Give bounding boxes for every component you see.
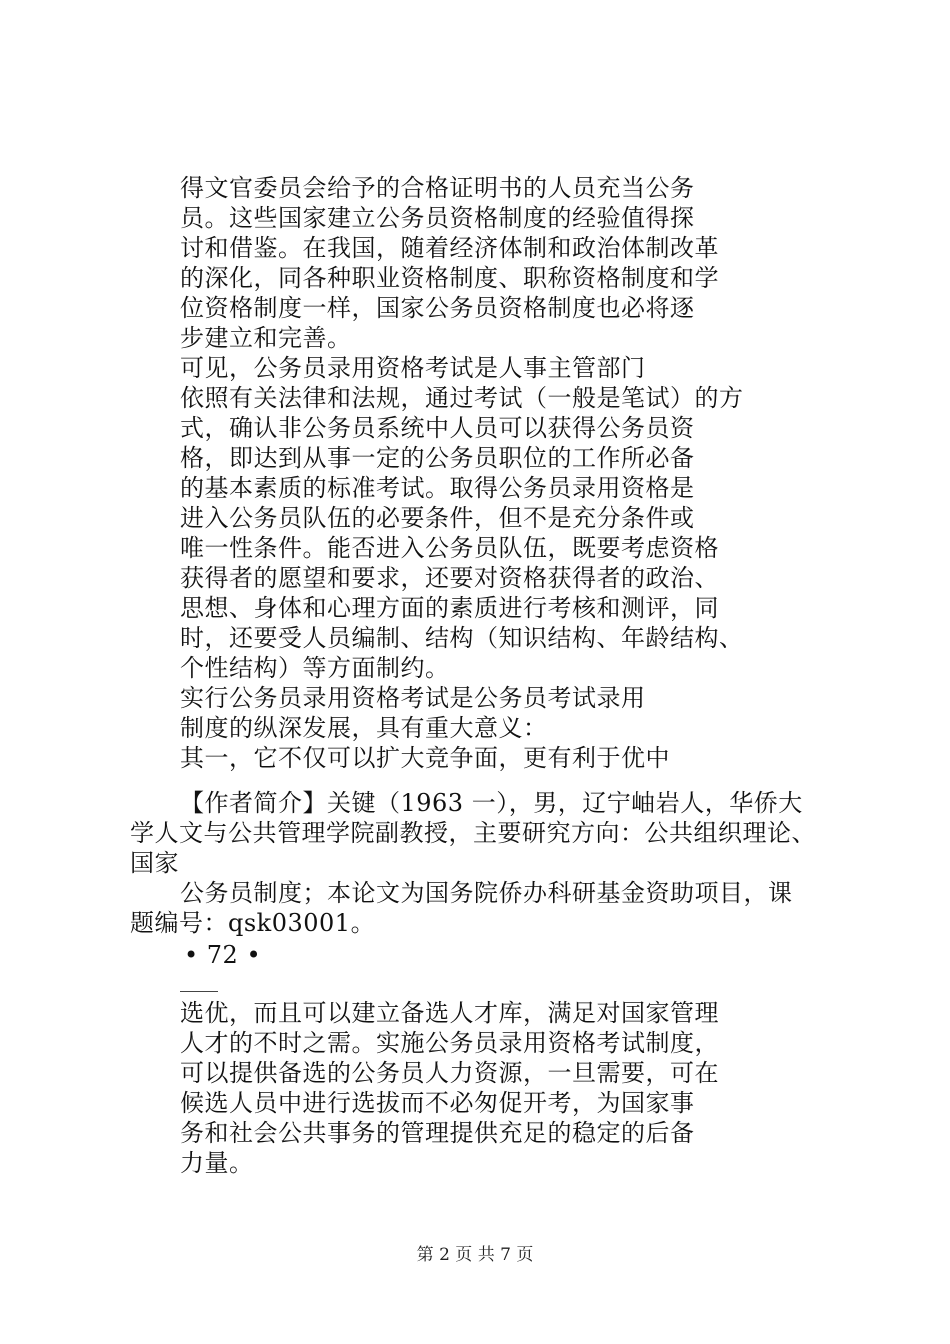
body-line: 格，即达到从事一定的公务员职位的工作所必备 <box>180 444 695 472</box>
body-line: 制度的纵深发展，具有重大意义： <box>180 714 548 742</box>
author-note-line: 学人文与公共管理学院副教授，主要研究方向：公共组织理论、 <box>130 819 816 847</box>
body-line: 位资格制度一样，国家公务员资格制度也必将逐 <box>180 294 695 322</box>
body-line: 步建立和完善。 <box>180 324 352 352</box>
body-line: 获得者的愿望和要求，还要对资格获得者的政治、 <box>180 564 719 592</box>
body-line: 讨和借鉴。在我国，随着经济体制和政治体制改革 <box>180 234 719 262</box>
body-line: 得文官委员会给予的合格证明书的人员充当公务 <box>180 174 695 202</box>
body-line: 的基本素质的标准考试。取得公务员录用资格是 <box>180 474 695 502</box>
body-line: 进入公务员队伍的必要条件，但不是充分条件或 <box>180 504 695 532</box>
body-line: 可以提供备选的公务员人力资源，一旦需要，可在 <box>180 1059 719 1087</box>
body-line: 时，还要受人员编制、结构（知识结构、年龄结构、 <box>180 624 744 652</box>
footnote-rule <box>180 991 218 992</box>
body-line: 员。这些国家建立公务员资格制度的经验值得探 <box>180 204 695 232</box>
journal-page-marker: • 72 • <box>184 941 262 969</box>
author-note-line: 【作者简介】关键（1963 一），男，辽宁岫岩人，华侨大 <box>180 789 803 817</box>
body-line: 候选人员中进行选拔而不必匆促开考，为国家事 <box>180 1089 695 1117</box>
body-line: 务和社会公共事务的管理提供充足的稳定的后备 <box>180 1119 695 1147</box>
body-line: 个性结构）等方面制约。 <box>180 654 450 682</box>
body-line: 式，确认非公务员系统中人员可以获得公务员资 <box>180 414 695 442</box>
body-line: 思想、身体和心理方面的素质进行考核和测评，同 <box>180 594 719 622</box>
author-note-line: 国家 <box>130 849 179 877</box>
body-line: 可见，公务员录用资格考试是人事主管部门 <box>180 354 646 382</box>
body-line: 力量。 <box>180 1149 254 1177</box>
body-line: 唯一性条件。能否进入公务员队伍，既要考虑资格 <box>180 534 719 562</box>
body-line: 的深化，同各种职业资格制度、职称资格制度和学 <box>180 264 719 292</box>
body-line: 依照有关法律和法规，通过考试（一般是笔试）的方 <box>180 384 744 412</box>
body-line: 人才的不时之需。实施公务员录用资格考试制度， <box>180 1029 719 1057</box>
body-line: 选优，而且可以建立备选人才库，满足对国家管理 <box>180 999 719 1027</box>
page-number: 第 2 页 共 7 页 <box>416 1245 534 1265</box>
body-line: 其一，它不仅可以扩大竞争面，更有利于优中 <box>180 744 670 772</box>
body-line: 实行公务员录用资格考试是公务员考试录用 <box>180 684 646 712</box>
author-note-line: 公务员制度；本论文为国务院侨办科研基金资助项目，课 <box>180 879 793 907</box>
author-note-line: 题编号：qsk03001。 <box>130 909 376 937</box>
